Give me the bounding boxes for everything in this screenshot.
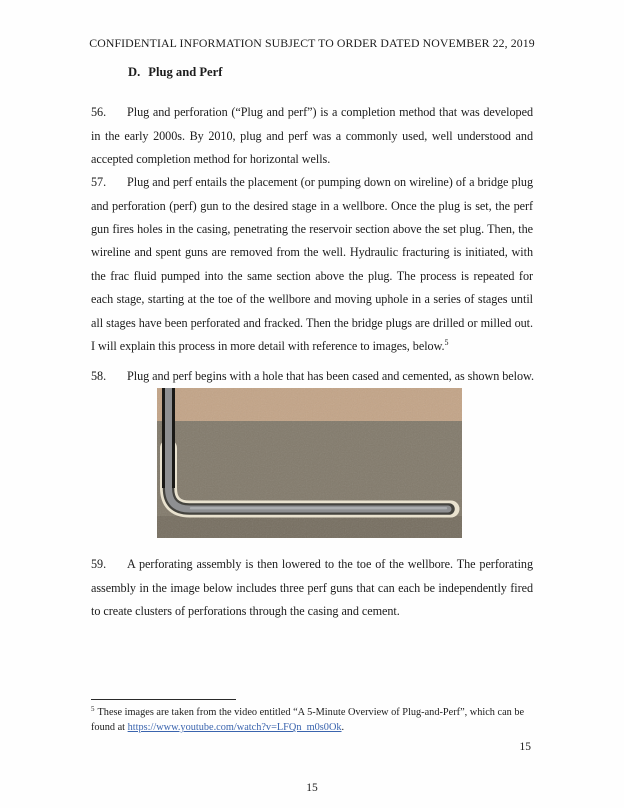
paragraph-57 [91,171,533,358]
wellbore-figure [157,388,462,538]
footnote-period: . [341,722,345,733]
footnote-text [91,705,533,735]
paragraph-text: Plug and perforation (“Plug and perf”) is a completion method that was developed in the early 2000s. By 2010, plug and perf was a commonly used, well understood and accepted completion method for horizontal wells. [91,105,533,166]
footnote-marker: 5 [91,704,95,713]
paragraph-number: 59. [91,557,107,572]
paragraph-text: Plug and perf entails the placement (or pumping down on wireline) of a bridge plug and perforation (perf) gun to the desired stage in a wellbore. Once the plug is set, the perf gun fires holes in the casing, penetrating the reservoir section above the set plug. Then, the wireline and spent guns are removed from the well. Hydraulic fracturing is initiated, with the frac fluid pumped into the same section above the plug. The process is repeated for each stage, starting at the toe of the wellbore and moving uphole in a series of stages until all stages have been perforated and fracked. Then the bridge plugs are drilled or milled out. I will explain this process in more detail with reference to images, below. [91,175,533,354]
footnote-reference: 5 [444,337,449,347]
confidentiality-header: CONFIDENTIAL INFORMATION SUBJECT TO ORDER DATED NOVEMBER 22, 2019 [89,36,535,50]
page-number-footer: 15 [306,782,318,794]
paragraph-58 [91,365,533,388]
wellbore-cross-section-image [157,388,462,538]
section-heading-label: D. [128,65,141,79]
paragraph-56 [91,101,533,171]
paragraph-text: A perforating assembly is then lowered to the toe of the wellbore. The perforating assembly in the image below includes three perf guns that can each be independently fired to create clusters of perforations through the casing and cement. [91,557,533,618]
section-heading-title: Plug and Perf [148,65,223,79]
footnote-body: These images are taken from the video entitled “A 5-Minute Overview of Plug-and-Perf”, which can be found at [91,707,525,733]
paragraph-number: 57. [91,175,107,190]
paragraph-number: 58. [91,369,107,384]
paragraph-number: 56. [91,105,107,120]
footnote-separator [91,699,236,700]
footnote-link[interactable]: https://www.youtube.com/watch?v=LFQn_m0s0Ok [127,722,342,733]
paragraph-text: Plug and perf begins with a hole that has been cased and cemented, as shown below. [127,369,534,384]
page-number-margin: 15 [519,741,531,753]
paragraph-59 [91,553,533,623]
section-heading [128,65,222,80]
footnote [91,699,533,735]
